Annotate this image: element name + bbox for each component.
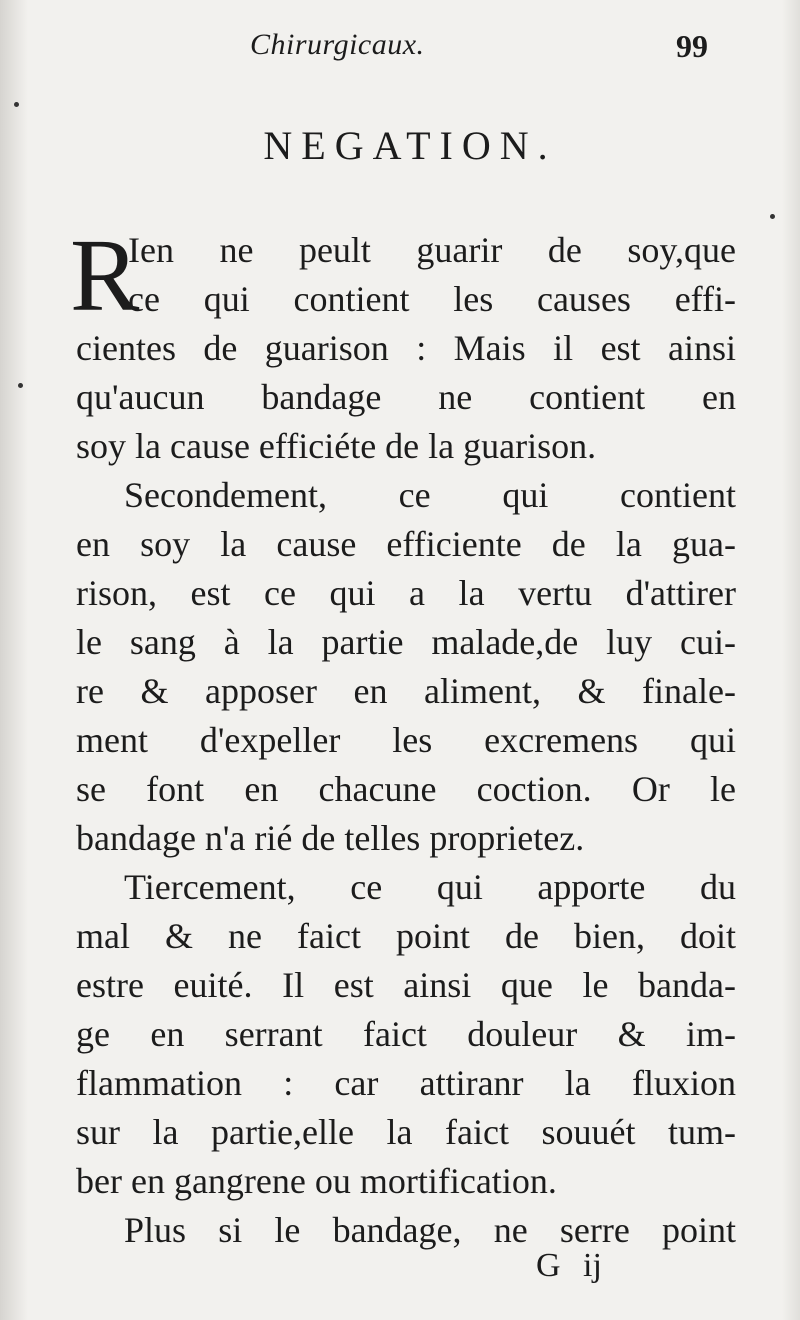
signature-mark: G ij [536,1247,602,1284]
paragraph-1 [70,218,736,471]
text-line: le sang à la partie malade,de luy cui- [76,622,736,662]
ink-speck [18,383,23,388]
text-line: ce qui contient les causes effi- [128,279,736,319]
text-line: bandage n'a rié de telles proprietez. [76,818,585,858]
text-line: ber en gangrene ou mortification. [76,1161,557,1201]
ink-speck [14,102,19,107]
section-heading: NEGATION. [263,123,557,168]
text-line: flammation : car attiranr la fluxion [76,1063,736,1103]
text-line: qu'aucun bandage ne contient en [76,377,736,417]
text-line: cientes de guarison : Mais il est ainsi [76,328,736,368]
running-head [0,28,800,78]
page-number: 99 [676,28,708,64]
text-line: se font en chacune coction. Or le [76,769,736,809]
running-title: Chirurgicaux. [250,28,425,61]
text-line: Tiercement, ce qui apporte du [124,867,736,907]
text-line: soy la cause efficiéte de la guarison. [76,426,597,466]
drop-cap: R [70,218,140,333]
text-line: sur la partie,elle la faict souuét tum- [76,1112,736,1152]
text-line: Plus si le bandage, ne serre point [124,1210,736,1250]
ink-speck [770,214,775,219]
text-line: mal & ne faict point de bien, doit [76,916,736,956]
paragraph-4 [76,1206,736,1255]
text-line: Secondement, ce qui contient [124,475,736,515]
text-line: en soy la cause efficiente de la gua- [76,524,736,564]
text-line: ge en serrant faict douleur & im- [76,1014,736,1054]
text-line: estre euité. Il est ainsi que le banda- [76,965,736,1005]
text-line: Ien ne peult guarir de soy,que [128,230,736,270]
text-line: rison, est ce qui a la vertu d'attirer [76,573,736,613]
text-line: re & apposer en aliment, & finale- [76,671,736,711]
text-line: ment d'expeller les excremens qui [76,720,736,760]
paragraph-3 [76,863,736,1206]
body-text [70,218,736,1255]
paragraph-2 [76,471,736,863]
